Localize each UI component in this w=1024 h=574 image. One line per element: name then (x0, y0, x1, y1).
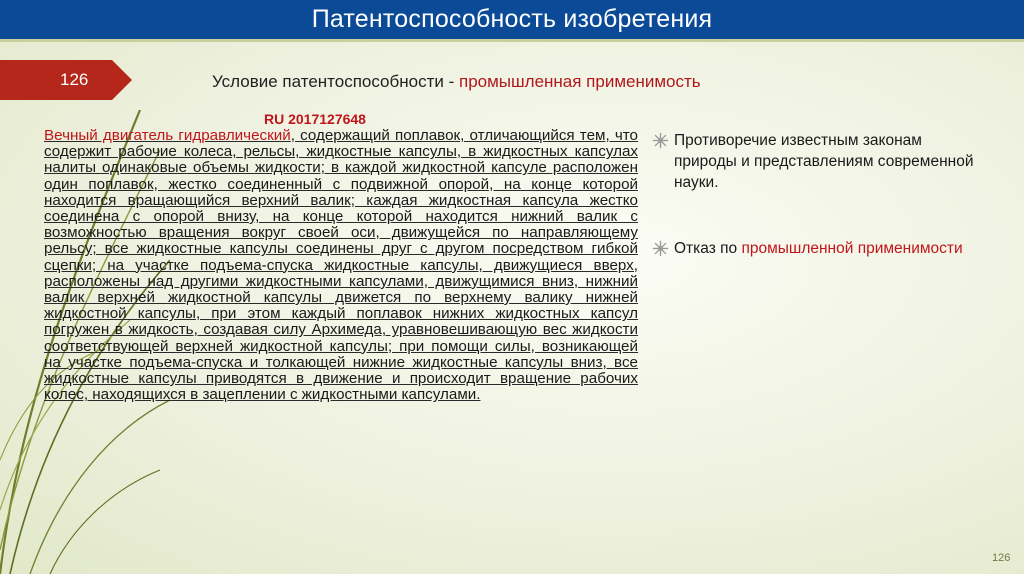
bullet-item (652, 238, 982, 259)
bullet-item (652, 130, 982, 193)
bullet-text: Противоречие известным законам природы и представлениям современной науки. (674, 132, 974, 191)
patent-number: RU 2017127648 (264, 111, 366, 127)
slide-title: Патентоспособность изобретения (311, 5, 713, 33)
subtitle-highlight: промышленная применимость (458, 72, 701, 91)
patent-claim-text (44, 128, 638, 403)
bullet-highlight: промышленной применимости (741, 240, 963, 257)
star-burst-icon (652, 240, 669, 257)
patent-claim-body: , содержащий поплавок, отличающийся тем, что содержит рабочие колеса, рельсы, жидкостные капсулы, в жидкостных капсулах налиты одинаковые объемы жидкости; в каждой жидкостной капсуле расположен один поплавок, жестко соединенный с подвижной опорой, на конце которой находится вращающийся верхний валик; каждая жидкостная капсула жестко соединена с опорой внизу, на конце которой находится нижний валик с возможностью вращения вокруг своей оси, движущейся по направляющему рельсу; все жидкостные капсулы соединены друг с другом посредством гибкой сцепки; на участке подъема-спуска жидкостные капсулы, движущиеся вверх, расположены над другими жидкостными капсулами, движущимися вниз, нижний валик верхней жидкостной капсулы движется по верхнему валику нижней жидкостной капсулы, при этом каждый поплавок нижних жидкостных капсул погружен в жидкость, создавая силу Архимеда, уравновешивающую вес жидкости соответствующей верхней жидкостной капсулы; при помощи силы, возникающей на участке подъема-спуска и толкающей нижние жидкостные капсулы вниз, все жидкостные капсулы приводятся в движение и происходит вращение рабочих колес, находящихся в зацеплении с жидкостными капсулами. (44, 127, 638, 404)
bullet-list (652, 130, 982, 259)
bullet-prefix: Отказ по (674, 240, 742, 257)
star-burst-icon (652, 132, 669, 149)
footer-page-number: 126 (992, 552, 1011, 564)
slide-number-tag (0, 60, 132, 100)
slide-number: 126 (60, 70, 89, 89)
patent-claim-lead: Вечный двигатель гидравлический (44, 127, 291, 144)
header-bar (0, 0, 1024, 42)
subtitle-prefix: Условие патентоспособности - (212, 72, 459, 91)
slide-subtitle (212, 72, 701, 92)
